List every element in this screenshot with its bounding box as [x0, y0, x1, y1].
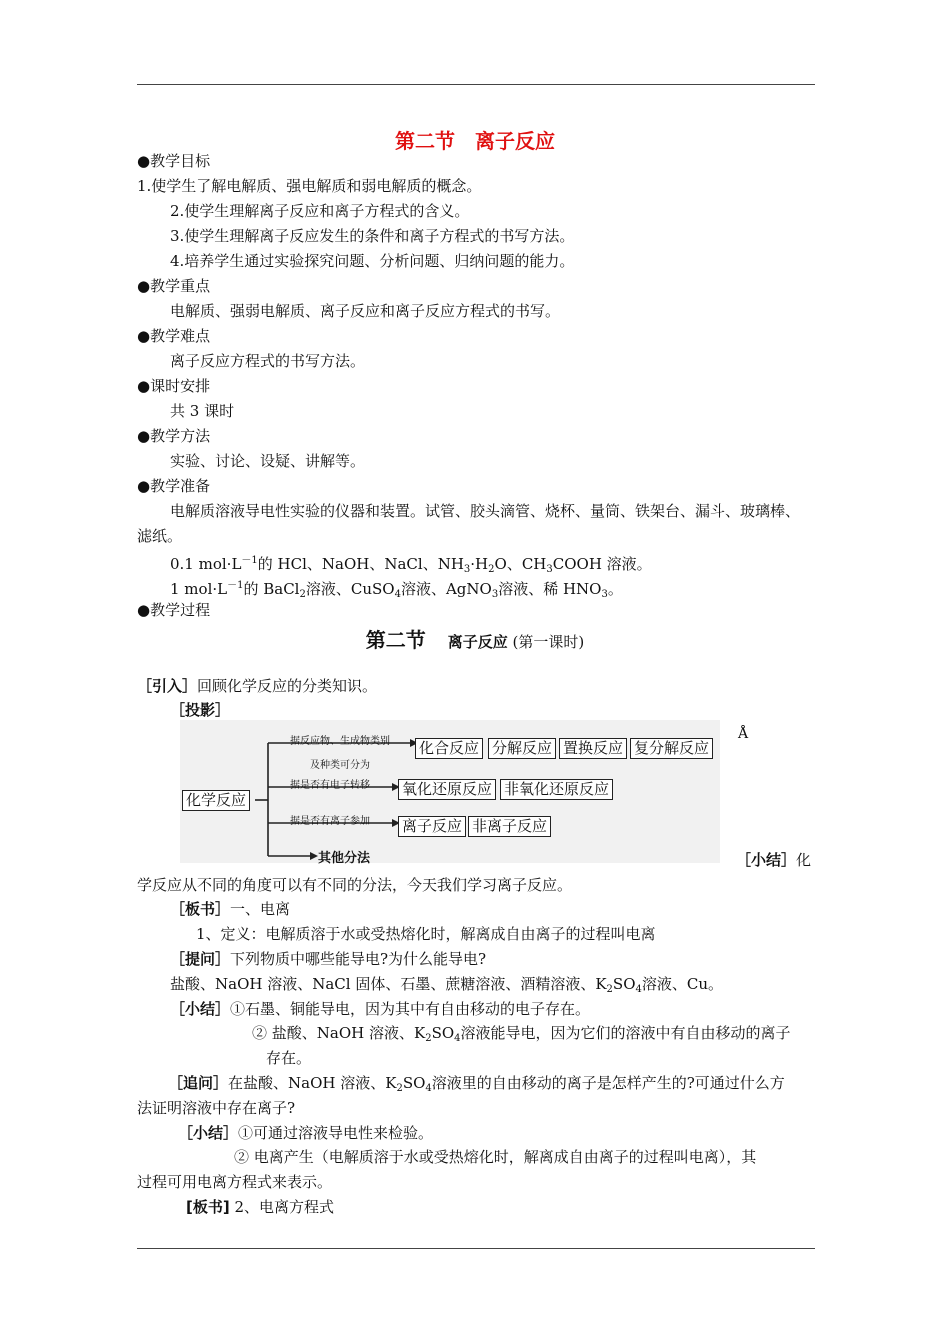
box-displacement: 置换反应 — [559, 738, 627, 759]
followup-question: ［追问］在盐酸、NaOH 溶液、$K_2SO_4$溶液里的自由移动的离子是怎样产生的?可通过什么方 — [168, 1074, 785, 1094]
objectives-heading: ●教学目标 — [137, 152, 211, 170]
box-double-displacement: 复分解反应 — [630, 738, 713, 759]
box-non-ionic: 非离子反应 — [468, 816, 551, 837]
header-rule — [137, 84, 815, 85]
box-combination: 化合反应 — [415, 738, 483, 759]
prep-line-1: 电解质溶液导电性实验的仪器和装置。试管、胶头滴管、烧杯、量筒、铁架台、漏斗、玻璃棒、 — [170, 502, 801, 520]
objective-2: 2.使学生理解离子反应和离子方程式的含义。 — [170, 202, 470, 220]
lesson-subtitle: 第二节 离子反应 (第一课时) — [365, 628, 585, 652]
diagram-label-3: 据是否有离子参加 — [290, 816, 370, 827]
objective-4: 4.培养学生通过实验探究问题、分析问题、归纳问题的能力。 — [170, 252, 575, 270]
diagram-label-1b: 及种类可分为 — [310, 760, 370, 771]
schedule-heading: ●课时安排 — [137, 377, 211, 395]
page-title: 第二节 离子反应 — [395, 129, 555, 153]
followup-question-line-2: 法证明溶液中存在离子? — [137, 1099, 296, 1117]
summary-1-line-2: 学反应从不同的角度可以有不同的分法，今天我们学习离子反应。 — [137, 876, 573, 894]
substance-list: 盐酸、NaOH 溶液、NaCl 固体、石墨、蔗糖溶液、酒精溶液、$K_2SO_4$溶液、Cu。 — [170, 975, 724, 995]
summary-2b-line-2: 存在。 — [266, 1049, 312, 1067]
box-non-redox: 非氧化还原反应 — [500, 779, 613, 800]
summary-3b-line-2: 过程可用电离方程式来表示。 — [137, 1173, 333, 1191]
diagram-other: 其他分法 — [318, 851, 371, 866]
objective-3: 3.使学生理解离子反应发生的条件和离子方程式的书写方法。 — [170, 227, 575, 245]
summary-3b: ② 电离产生（电解质溶于水或受热熔化时，解离成自由离子的过程叫电离），其 — [234, 1148, 757, 1166]
prep-line-2: 滤纸。 — [137, 527, 183, 545]
intro-line: ［引入］回顾化学反应的分类知识。 — [137, 677, 378, 695]
methods-text: 实验、讨论、设疑、讲解等。 — [170, 452, 366, 470]
diagram-root: 化学反应 — [182, 790, 250, 811]
objective-1: 1.使学生了解电解质、强电解质和弱电解质的概念。 — [137, 177, 482, 195]
board-1: ［板书］一、电离 — [170, 900, 291, 918]
box-redox: 氧化还原反应 — [398, 779, 496, 800]
key-points-heading: ●教学重点 — [137, 277, 211, 295]
diagram-label-1: 据反应物、生成物类别 — [290, 736, 390, 747]
methods-heading: ●教学方法 — [137, 427, 211, 445]
projection-tag: ［投影］ — [170, 701, 231, 719]
definition-line: 1、定义：电解质溶于水或受热熔化时，解离成自由离子的过程叫电离 — [196, 925, 656, 943]
prep-solutions-2: 1 $mol\cdot L^{-1}$的 BaCl$_2$溶液、CuSO$_4$溶液、AgNO$_3$溶液、稀 $HNO_3$。 — [170, 580, 623, 600]
summary-3: ［小结］①可通过溶液导电性来检验。 — [178, 1124, 434, 1142]
diagram-label-2: 据是否有电子转移 — [290, 780, 370, 791]
difficulties-heading: ●教学难点 — [137, 327, 211, 345]
prep-heading: ●教学准备 — [137, 477, 211, 495]
summary-2: ［小结］①石墨、铜能导电，因为其中有自由移动的电子存在。 — [170, 1000, 591, 1018]
summary-2b: ② 盐酸、NaOH 溶液、$K_2SO_4$溶液能导电，因为它们的溶液中有自由移动的离子 — [252, 1024, 791, 1044]
schedule-text: 共 3 课时 — [170, 402, 235, 420]
key-points-text: 电解质、强弱电解质、离子反应和离子反应方程式的书写。 — [170, 302, 561, 320]
process-heading: ●教学过程 — [137, 601, 211, 619]
box-decomposition: 分解反应 — [488, 738, 556, 759]
classification-diagram — [180, 720, 720, 866]
difficulties-text: 离子反应方程式的书写方法。 — [170, 352, 366, 370]
summary-1-tail: ［小结］化 — [736, 851, 812, 869]
box-ionic: 离子反应 — [398, 816, 466, 837]
stray-char: Å — [738, 726, 749, 742]
footer-rule — [137, 1248, 815, 1249]
prep-solutions-1: 0.1 $mol\cdot L^{-1}$的 HCl、NaOH、NaCl、$NH_3\cdot H_2O$、$CH_3COOH$ 溶液。 — [170, 555, 652, 575]
board-2: [板书] 2、电离方程式 — [186, 1198, 335, 1216]
question-line: ［提问］下列物质中哪些能导电?为什么能导电? — [170, 950, 487, 968]
